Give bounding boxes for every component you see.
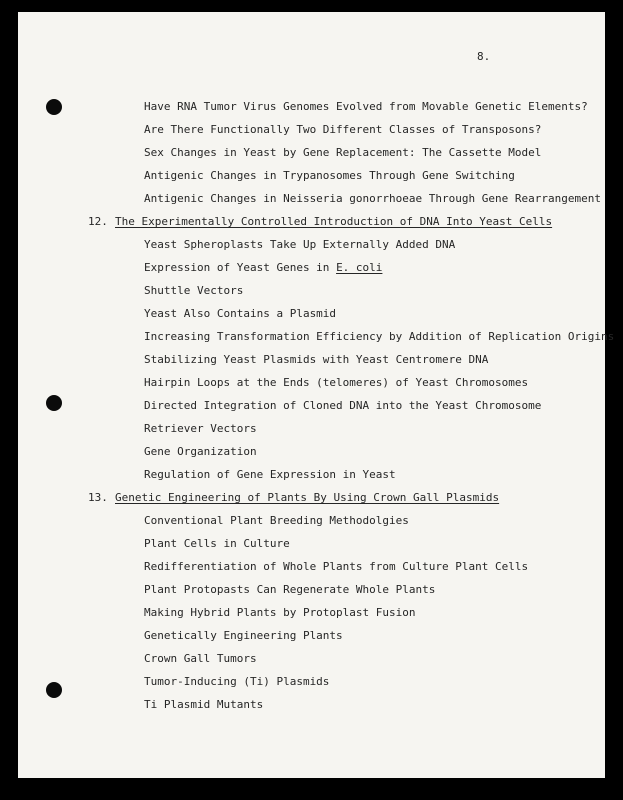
list-item: Plant Protopasts Can Regenerate Whole Plants bbox=[144, 583, 436, 596]
list-item: Have RNA Tumor Virus Genomes Evolved from Movable Genetic Elements? bbox=[144, 100, 588, 113]
list-item: Sex Changes in Yeast by Gene Replacement: The Cassette Model bbox=[144, 146, 542, 159]
list-item: Increasing Transformation Efficiency by Addition of Replication Origins bbox=[144, 330, 615, 343]
list-item: Conventional Plant Breeding Methodolgies bbox=[144, 514, 409, 527]
list-item: Are There Functionally Two Different Classes of Transposons? bbox=[144, 123, 542, 136]
section-number: 12. bbox=[88, 215, 108, 228]
list-item: Antigenic Changes in Trypanosomes Through Gene Switching bbox=[144, 169, 515, 182]
list-item: Plant Cells in Culture bbox=[144, 537, 290, 550]
section-title: Genetic Engineering of Plants By Using Crown Gall Plasmids bbox=[115, 491, 500, 504]
list-item: Antigenic Changes in Neisseria gonorrhoeae Through Gene Rearrangement bbox=[144, 192, 601, 205]
list-item: Hairpin Loops at the Ends (telomeres) of Yeast Chromosomes bbox=[144, 376, 529, 389]
binder-hole bbox=[46, 395, 62, 411]
list-item: Yeast Spheroplasts Take Up Externally Added DNA bbox=[144, 238, 456, 251]
organism-name: E. coli bbox=[336, 261, 383, 274]
list-item: Genetically Engineering Plants bbox=[144, 629, 343, 642]
list-item bbox=[144, 261, 382, 274]
list-item: Shuttle Vectors bbox=[144, 284, 244, 297]
list-item: Regulation of Gene Expression in Yeast bbox=[144, 468, 396, 481]
list-item: Retriever Vectors bbox=[144, 422, 257, 435]
list-item-text: Expression of Yeast Genes in bbox=[144, 261, 330, 274]
binder-hole bbox=[46, 99, 62, 115]
list-item: Redifferentiation of Whole Plants from Culture Plant Cells bbox=[144, 560, 529, 573]
page-number: 8. bbox=[477, 50, 491, 63]
list-item: Stabilizing Yeast Plasmids with Yeast Centromere DNA bbox=[144, 353, 489, 366]
section-title: The Experimentally Controlled Introduction of DNA Into Yeast Cells bbox=[115, 215, 553, 228]
list-item: Directed Integration of Cloned DNA into the Yeast Chromosome bbox=[144, 399, 542, 412]
list-item: Gene Organization bbox=[144, 445, 257, 458]
binder-hole bbox=[46, 682, 62, 698]
list-item: Yeast Also Contains a Plasmid bbox=[144, 307, 337, 320]
list-item: Crown Gall Tumors bbox=[144, 652, 257, 665]
list-item: Ti Plasmid Mutants bbox=[144, 698, 264, 711]
list-item: Tumor-Inducing (Ti) Plasmids bbox=[144, 675, 330, 688]
list-item: Making Hybrid Plants by Protoplast Fusion bbox=[144, 606, 416, 619]
section-number: 13. bbox=[88, 491, 108, 504]
